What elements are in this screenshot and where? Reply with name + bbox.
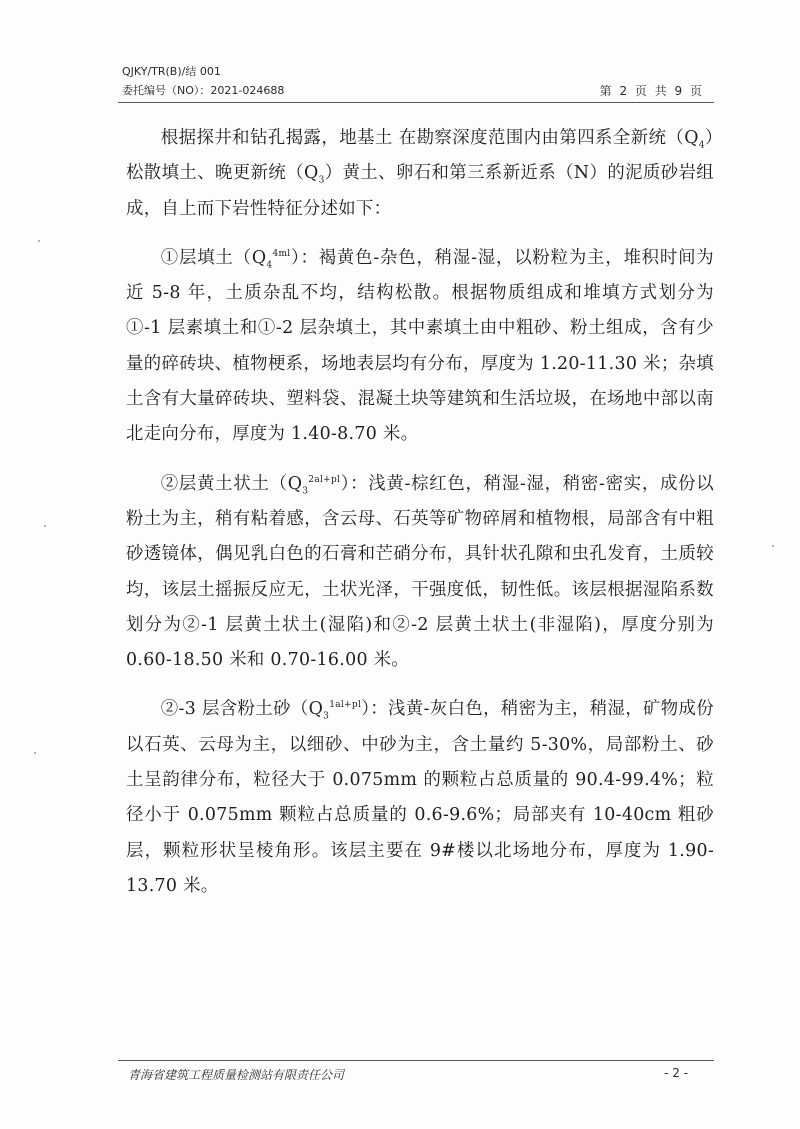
layer3-subscript: 3 xyxy=(323,711,330,722)
scan-speck xyxy=(34,752,36,754)
document-body xyxy=(126,121,714,904)
intro-text-1: 根据探井和钻孔揭露，地基土 在勘察深度范围内由第四系全新统（Q xyxy=(160,128,699,148)
header-divider xyxy=(118,102,714,103)
layer1-text-1: ①层填土（Q xyxy=(160,247,267,268)
layer1-paragraph xyxy=(126,241,714,453)
footer-page-number: - 2 - xyxy=(664,1066,688,1080)
intro-subscript-1: 4 xyxy=(698,140,705,151)
intro-text-2: ）松散填土、晚更新统（Q xyxy=(126,128,714,184)
intro-paragraph xyxy=(126,121,714,227)
scan-speck xyxy=(772,545,774,547)
layer2-subscript: 3 xyxy=(302,486,309,497)
scan-speck xyxy=(38,240,40,242)
layer2-text-1: ②层黄土状土（Q xyxy=(160,473,303,494)
layer1-superscript: 4ml xyxy=(272,249,291,260)
footer-divider xyxy=(118,1060,714,1061)
intro-text-3: ）黄土、卵石和第三系新近系（N）的泥质砂岩组成，自上而下岩性特征分述如下： xyxy=(126,163,715,219)
intro-subscript-2: 3 xyxy=(318,175,325,186)
layer2-text-2: ）：浅黄-棕红色，稍湿-湿，稍密-密实，成份以粉土为主，稍有粘着感，含云母、石英等矿物碎屑和植物根，局部含有中粗砂透镜体，偶见乳白色的石膏和芒硝分布，具针状孔隙和虫孔发育，土质较均，该层土摇振反应无，土状光泽，干强度低，韧性低。该层根据湿陷系数划分为②-1 层黄土状土(湿陷)和②-2 层黄土状土(非湿陷)，厚度分别为 0.60-18.50 米和 0.70-16.00 米。 xyxy=(126,473,714,671)
layer2-paragraph xyxy=(126,467,714,679)
layer3-superscript: 1al+pl xyxy=(329,700,362,711)
layer2-superscript: 2al+pl xyxy=(308,474,341,485)
entrust-number: 委托编号（NO）：2021-024688 xyxy=(122,84,285,97)
header-left xyxy=(122,62,284,100)
page-info: 第 2 页 共 9 页 xyxy=(599,84,702,98)
layer3-text-2: ）：浅黄-灰白色，稍密为主，稍湿，矿物成份以石英、云母为主，以细砂、中砂为主，含土量约 5-30%，局部粉土、砂土呈韵律分布，粒径大于 0.075mm 的颗粒占总质量的 90.4-99.4%；粒径小于 0.075mm 颗粒占总质量的 0.6-9.6%；局部夹有 10-40cm 粗砂层，颗粒形状呈棱角形。该层主要在 9#楼以北场地分布，厚度为 1.90-13.70 米。 xyxy=(126,699,714,896)
document-code: QJKY/TR(B)/结 001 xyxy=(122,65,221,78)
layer1-subscript: 4 xyxy=(266,260,273,271)
layer3-text-1: ②-3 层含粉土砂（Q xyxy=(160,699,324,720)
layer3-paragraph xyxy=(126,692,714,904)
layer1-text-2: ）：褐黄色-杂色，稍湿-湿，以粉粒为主，堆积时间为近 5-8 年，土质杂乱不均，结构松散。根据物质组成和堆填方式划分为①-1 层素填土和①-2 层杂填土，其中素填土由中粗砂、粉土组成，含有少量的碎砖块、植物梗系，场地表层均有分布，厚度为 1.20-11.30 米；杂填土含有大量碎砖块、塑料袋、混凝土块等建筑和生活垃圾，在场地中部以南北走向分布，厚度为 1.40-8.70 米。 xyxy=(126,247,714,445)
scan-speck xyxy=(44,525,46,527)
footer-company: 青海省建筑工程质量检测站有限责任公司 xyxy=(128,1068,345,1082)
